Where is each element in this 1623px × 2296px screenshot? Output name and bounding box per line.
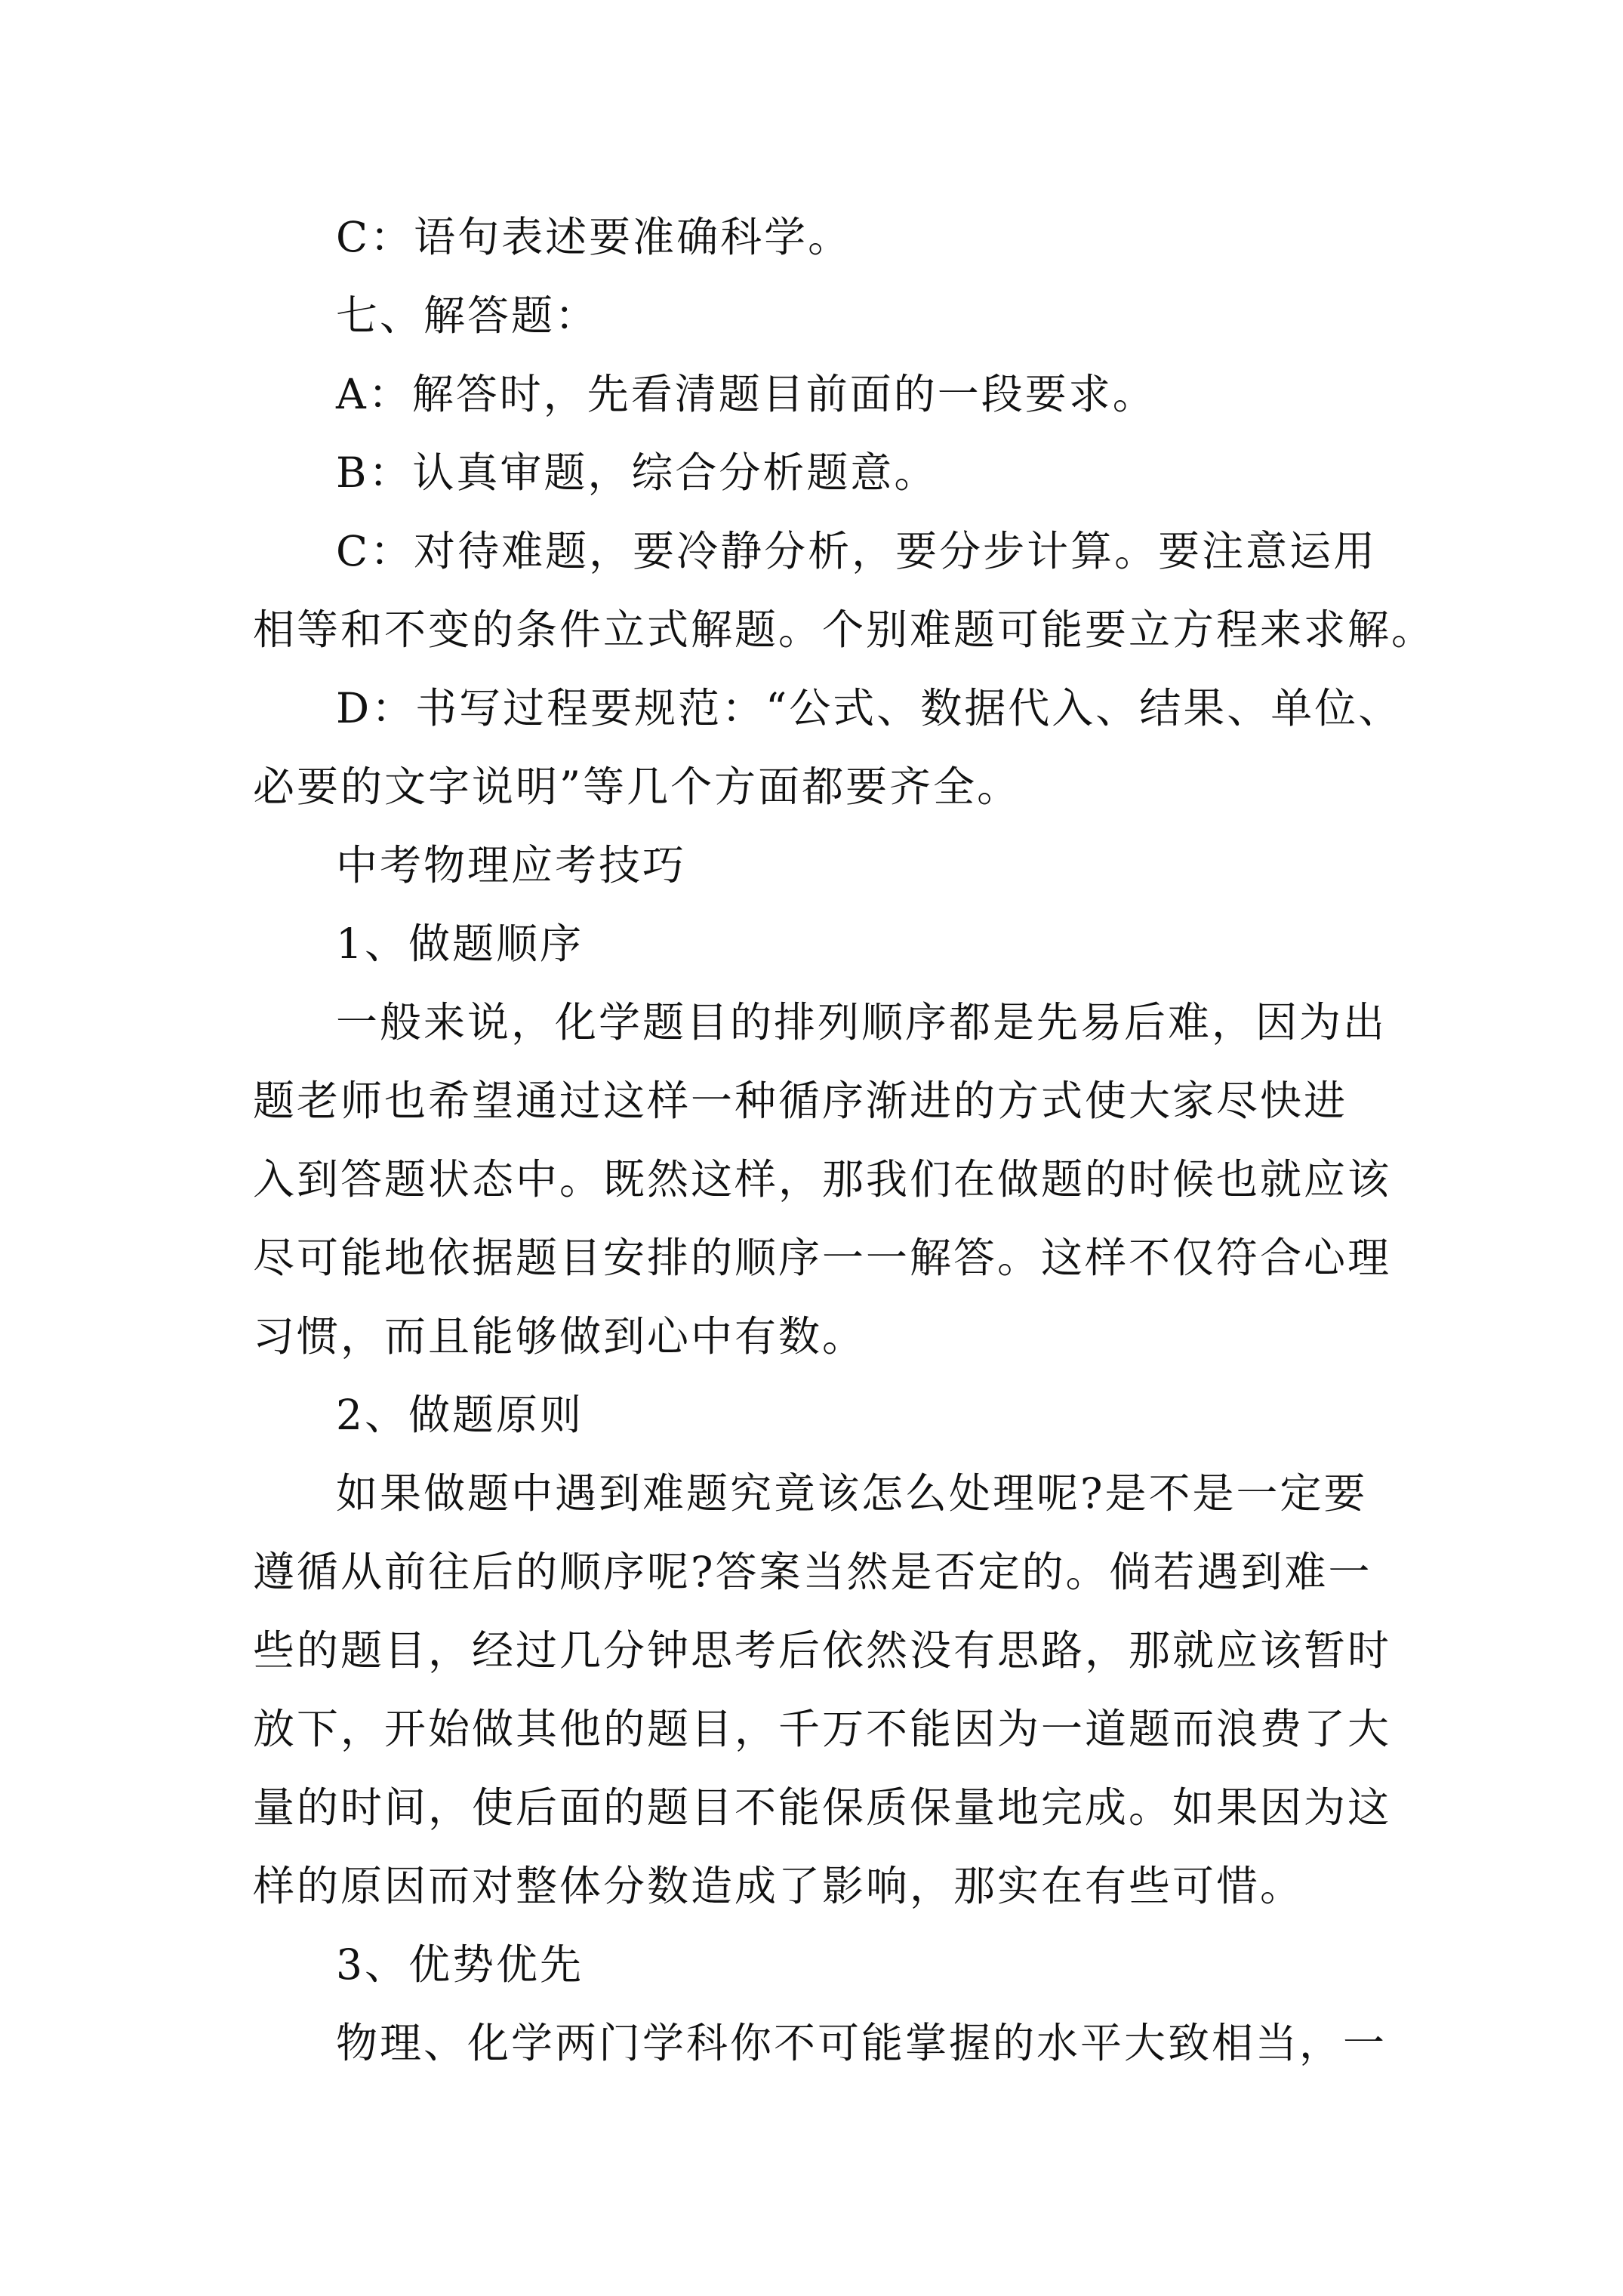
text-line: 习惯，而且能够做到心中有数。 [253,1312,867,1361]
text-line: 物理、化学两门学科你不可能掌握的水平大致相当，一 [336,2019,1387,2067]
text-line: 些的题目，经过几分钟思考后依然没有思路，那就应该暂时 [253,1626,1392,1675]
text-line: 相等和不变的条件立式解题。个别难题可能要立方程来求解。 [253,606,1436,654]
text-line: C：语句表述要准确科学。 [336,213,852,261]
text-line: 量的时间，使后面的题目不能保质保量地完成。如果因为这 [253,1783,1392,1832]
text-line: 放下，开始做其他的题目，千万不能因为一道题而浪费了大 [253,1705,1392,1753]
text-line: A：解答时，先看清题目前面的一段要求。 [336,370,1156,418]
section-heading: 3、优势优先 [336,1940,584,1989]
text-line: 样的原因而对整体分数造成了影响，那实在有些可惜。 [253,1862,1304,1910]
text-line: 题老师也希望通过这样一种循序渐进的方式使大家尽快进 [253,1077,1348,1125]
text-line: 必要的文字说明”等几个方面都要齐全。 [253,763,1021,811]
text-line: 一般来说，化学题目的排列顺序都是先易后难，因为出 [336,998,1387,1046]
section-heading: 中考物理应考技巧 [336,841,687,889]
text-line: C：对待难题，要冷静分析，要分步计算。要注意运用 [336,527,1378,575]
document-body [253,198,1436,2082]
section-heading: 1、做题顺序 [336,920,584,968]
text-line: B：认真审题，综合分析题意。 [336,448,938,497]
text-line: 入到答题状态中。既然这样，那我们在做题的时候也就应该 [253,1155,1392,1203]
text-line: 尽可能地依据题目安排的顺序一一解答。这样不仅符合心理 [253,1234,1392,1282]
section-heading: 七、解答题： [336,291,599,340]
text-line: D：书写过程要规范：“公式、数据代入、结果、单位、 [336,684,1403,732]
text-line: 遵循从前往后的顺序呢?答案当然是否定的。倘若遇到难一 [253,1548,1372,1596]
text-line: 如果做题中遇到难题究竟该怎么处理呢?是不是一定要 [336,1469,1368,1518]
section-heading: 2、做题原则 [336,1391,584,1439]
